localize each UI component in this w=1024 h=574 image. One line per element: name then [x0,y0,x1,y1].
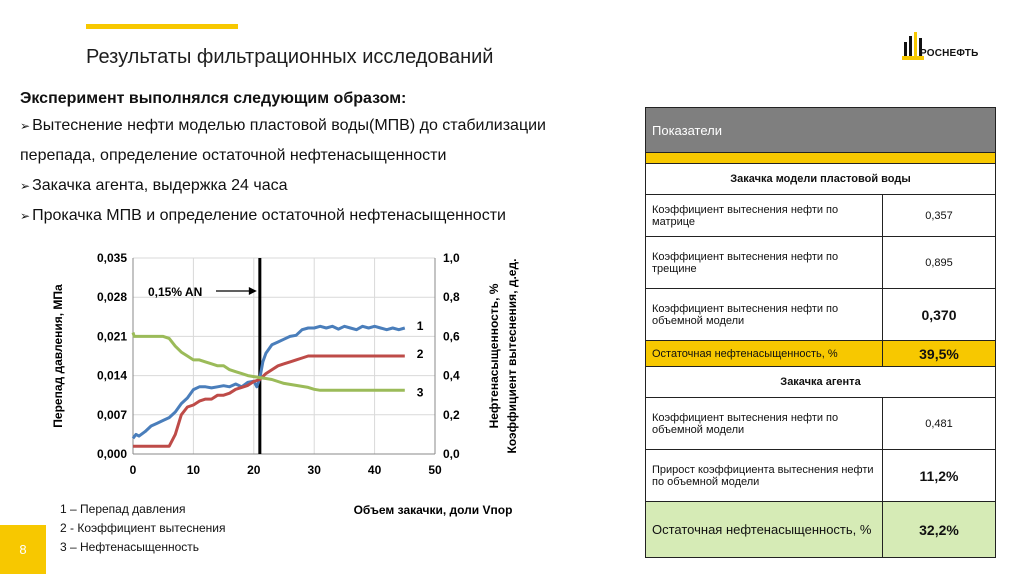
row-value: 0,895 [883,237,996,289]
section-title: Закачка агента [646,367,996,398]
row-label: Коэффициент вытеснения нефти по объемной модели [646,398,883,450]
table-row-highlight [646,341,996,367]
y-right-axis-title-1: Нефтенасыщенность, % [487,283,501,429]
x-tick-label: 40 [367,463,382,477]
row-label: Коэффициент вытеснения нефти по объемной модели [646,289,883,341]
row-label: Коэффициент вытеснения нефти по матрице [646,195,883,237]
arrow-bullet-icon: ➢ [20,119,31,133]
row-label: Прирост коэффициента вытеснения нефти по объемной модели [646,450,883,502]
indicators-table [645,107,996,558]
page-number: 8 [0,525,46,574]
table-row [646,289,996,341]
row-value: 0,370 [883,289,996,341]
bullet-continuation: перепада, определение остаточной нефтенасыщенности [20,147,447,164]
legend-item-2: 2 - Коэффициент вытеснения [60,521,226,535]
page-title: Результаты фильтрационных исследований [86,46,494,68]
table-row [646,195,996,237]
x-tick-label: 10 [186,463,201,477]
table-row [646,398,996,450]
y-right-tick-label: 0,8 [443,290,460,305]
series-label-1: 1 [416,319,424,333]
y-right-tick-label: 0,2 [443,407,460,422]
arrow-bullet-icon: ➢ [20,179,31,193]
accent-bar [86,24,238,29]
section-title: Закачка модели пластовой воды [646,164,996,195]
row-label: Коэффициент вытеснения нефти по трещине [646,237,883,289]
bullet-text: Закачка агента, выдержка 24 часа [32,177,288,194]
bullet-item [20,117,546,135]
y-left-tick-label: 0,007 [96,407,127,422]
table-divider [646,153,996,164]
y-left-tick-label: 0,000 [96,447,127,461]
company-logo [902,30,1002,70]
row-value: 32,2% [883,502,996,558]
series-label-2: 2 [416,347,424,361]
table-row [646,450,996,502]
annotation-arrow-head [249,287,257,295]
series-line-3 [133,333,405,391]
series-line-2 [133,356,405,446]
table-section-row [646,164,996,195]
y-right-tick-label: 0,6 [443,329,460,344]
table-section-row [646,367,996,398]
x-tick-label: 30 [307,463,321,477]
y-left-tick-label: 0,028 [96,290,127,305]
y-left-tick-label: 0,021 [96,329,127,344]
table-header: Показатели [646,108,996,153]
table-row-highlight [646,502,996,558]
y-left-axis-title: Перепад давления, МПа [51,284,65,428]
bullet-item [20,177,288,195]
row-value: 0,481 [883,398,996,450]
x-tick-label: 20 [247,463,261,477]
x-tick-label: 50 [428,463,442,477]
x-tick-label: 0 [129,463,137,477]
row-value: 11,2% [883,450,996,502]
bullet-text: Прокачка МПВ и определение остаточной нефтенасыщенности [32,207,506,224]
x-axis-title: Объем закачки, доли Vпор [353,503,513,517]
series-label-3: 3 [416,385,424,400]
legend-item-3: 3 – Нефтенасыщенность [60,540,200,554]
row-label: Остаточная нефтенасыщенность, % [646,502,883,558]
y-left-tick-label: 0,035 [96,251,127,265]
y-right-tick-label: 0,4 [443,368,460,383]
table-header-row [646,108,996,153]
row-label: Остаточная нефтенасыщенность, % [646,341,883,367]
bullet-item [20,207,506,225]
y-left-tick-label: 0,014 [96,368,127,383]
filtration-chart [40,238,550,523]
row-value: 39,5% [883,341,996,367]
arrow-bullet-icon: ➢ [20,209,31,223]
annotation-label: 0,15% AN [148,285,203,299]
logo-text: РОСНЕФТЬ [920,48,979,59]
experiment-title: Эксперимент выполнялся следующим образом: [20,90,407,107]
legend-item-1: 1 – Перепад давления [60,502,186,516]
bullet-text: Вытеснение нефти моделью пластовой воды(МПВ) до стабилизации [32,117,546,134]
row-value: 0,357 [883,195,996,237]
y-right-axis-title-2: Коэффициент вытеснения, д.ед. [505,258,519,454]
y-right-tick-label: 1,0 [443,251,460,265]
y-right-tick-label: 0,0 [443,447,460,461]
table-row [646,237,996,289]
